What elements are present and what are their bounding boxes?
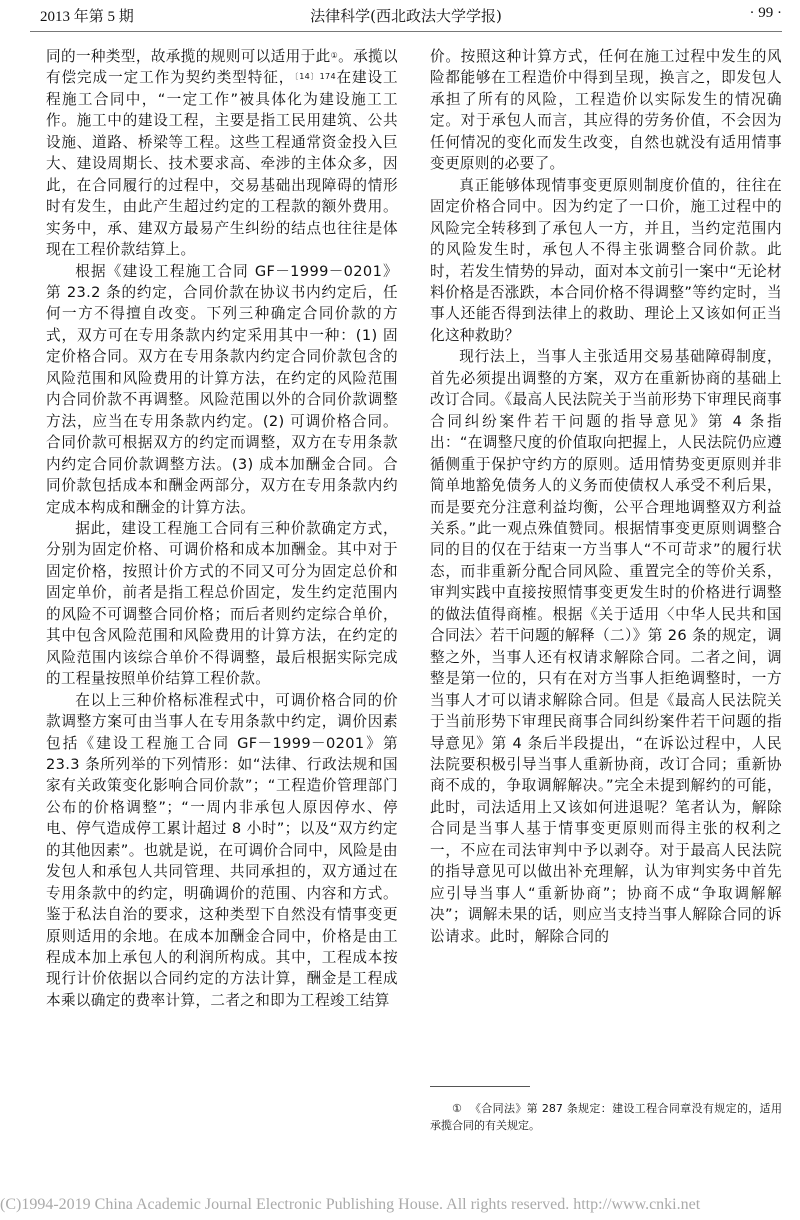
text-run: 在建设工程施工合同中，“一定工作”被具体化为建设施工工作。施工中的建设工程，主要是指工民用建筑、公共设施、道路、桥梁等工程。这些工程通常资金投入巨大、建设周期长、技术要求高、牵涉的主体众多，因此，在合同履行的过程中，交易基础出现障碍的情形时有发生，由此产生超过约定的工程款的额外费用。实务中，承、建双方最易产生纠纷的结点也往往是体现在工程价款结算上。 [46,69,398,259]
footnote-body: 《合同法》第 287 条规定：建设工程合同章没有规定的，适用承揽合同的有关规定。 [430,1102,782,1132]
footnote-text [430,1100,782,1134]
paragraph: 在以上三种价格标准程式中，可调价格合同的价款调整方案可由当事人在专用条款中约定，调价因素包括《建设工程施工合同 GF－1999－0201》第 23.3 条所列举的下列情形：如“法律、行政法规和国家有关政策变化影响合同价款”；“工程造价管理部门公布的价格调整”；“一周内非承包人原因停水、停电、停气造成停工累计超过 8 小时”；以及“双方约定的其他因素”。也就是说，在可调价合同中，风险是由发包人和承包人共同管理、共同承担的，双方通过在专用条款中的约定，明确调价的范围、内容和方式。鉴于私法自治的要求，这种类型下自然没有情事变更原则适用的余地。在成本加酬金合同中，价格是由工程成本加上承包人的利润所构成。其中，工程成本按现行计价依据以合同约定的方法计算，酬金是工程成本乘以确定的费率计算，二者之和即为工程竣工结算 [46,691,398,1009]
paragraph [46,46,398,261]
paragraph: 现行法上，当事人主张适用交易基础障碍制度，首先必须提出调整的方案，双方在重新协商的基础上改订合同。《最高人民法院关于当前形势下审理民商事合同纠纷案件若干问题的指导意见》第 4 条指出：“在调整尺度的价值取向把握上，人民法院仍应遵循侧重于保护守约方的原则。适用情势变更原则并非简单地豁免债务人的义务而使债权人承受不利后果，而是要充分注意利益均衡，公平合理地调整双方利益关系。”此一观点殊值赞同。根据情事变更原则调整合同的目的仅在于结束一方当事人“不可苛求”的履行状态，而非重新分配合同风险、重置完全的等价关系，审判实践中直接按照情事变更发生时的价格进行调整的做法值得商榷。根据《关于适用〈中华人民共和国合同法〉若干问题的解释（二）》第 26 条的规定，调整之外，当事人还有权请求解除合同。二者之间，调整是第一位的，只有在对方当事人拒绝调整时，一方当事人才可以请求解除合同。但是《最高人民法院关于当前形势下审理民商事合同纠纷案件若干问题的指导意见》第 4 条后半段提出，“在诉讼过程中，人民法院要积极引导当事人重新协商，改订合同；重新协商不成的，争取调解解决。”完全未提到解约的可能，此时，司法适用上又该如何进退呢？笔者认为，解除合同是当事人基于情事变更原则而得主张的权利之一，不应在司法审判中予以剥夺。对于最高人民法院的指导意见可以做出补充理解，认为审判实务中首先应引导当事人“重新协商”；协商不成“争取调解解决”；调解未果的话，则应当支持当事人解除合同的诉讼请求。此时，解除合同的 [430,348,782,945]
left-column [46,46,398,1011]
citation-ref[interactable]: 〔14〕174 [294,72,336,82]
footnote [430,1100,782,1134]
text-run: 。承揽以有偿完成一定工作为契约类型特征， [46,48,398,87]
footnote-marker: ① [452,1102,463,1115]
issue-label: 2013 年第 5 期 [40,9,134,25]
journal-title: 法律科学(西北政法大学学报) [310,7,502,25]
page-number: · 99 · [749,5,782,21]
right-column [430,46,782,947]
paragraph: 根据《建设工程施工合同 GF－1999－0201》第 23.2 条的约定，合同价款在协议书内约定后，任何一方不得擅自改变。下列三种确定合同价款的方式，双方可在专用条款内约定采用其中一种：(1) 固定价格合同。双方在专用条款内约定合同价款包含的风险范围和风险费用的计算方法，在约定的风险范围内合同价款不再调整。风险范围以外的合同价款调整方法，应当在专用条款内约定。(2) 可调价格合同。合同价款可根据双方的约定而调整，双方在专用条款内约定合同价款调整方法。(3) 成本加酬金合同。合同价款包括成本和酬金两部分，双方在专用条款内约定成本构成和酬金的计算方法。 [46,262,398,516]
running-header [30,0,782,30]
paragraph: 价。按照这种计算方式，任何在施工过程中发生的风险都能够在工程造价中得到呈现，换言之，即发包人承担了所有的风险，工程造价以实际发生的情况确定。对于承包人而言，其应得的劳务价值，不会因为任何情况的变化而发生改变，自然也就没有适用情事变更原则的必要了。 [430,48,782,173]
paragraph: 据此，建设工程施工合同有三种价款确定方式，分别为固定价格、可调价格和成本加酬金。其中对于固定价格，按照计价方式的不同又可分为固定总价和固定单价，前者是指工程总价固定，发生约定范围内的风险不可调整合同价格；而后者则约定综合单价，其中包含风险范围和风险费用的计算方法，在约定的风险范围内该综合单价不得调整，最后根据实际完成的工程量按照单价结算工程价款。 [46,519,398,688]
footnote-rule [430,1086,530,1087]
text-run: 同的一种类型，故承揽的规则可以适用于此 [46,48,331,65]
paragraph: 真正能够体现情事变更原则制度价值的，往往在固定价格合同中。因为约定了一口价，施工过程中的风险完全转移到了承包人一方，并且，当约定范围内的风险发生时，承包人不得主张调整合同价款。此时，若发生情势的异动，面对本文前引一案中“无论材料价格是否涨跌，本合同价格不得调整”等约定时，当事人还能否得到法律上的救助、理论上又该如何正当化这种救助？ [430,176,782,344]
header-rule [30,31,782,32]
footnote-ref[interactable]: ① [330,51,339,60]
copyright-watermark: (C)1994-2019 China Academic Journal Electronic Publishing House. All rights reserved. http://www.cnki.net [0,1196,701,1213]
